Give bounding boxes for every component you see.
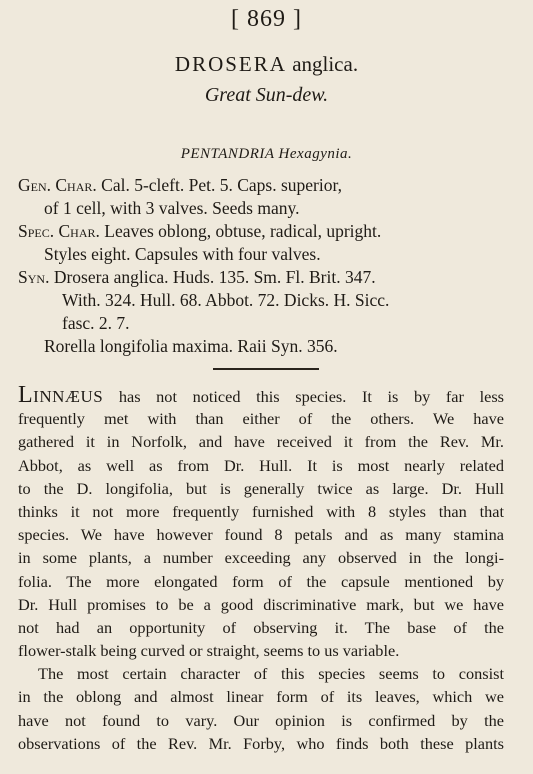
characters-block [18, 174, 523, 358]
genus-name: DROSERA [174, 52, 287, 76]
body-line: in some plants, a number exceeding any observed in the longi- [18, 548, 504, 568]
syn-text-2: With. 324. Hull. 68. Abbot. 72. Dicks. H. Sicc. [62, 290, 390, 310]
body-line: folia. The more elongated form of the capsule mentioned by [18, 571, 504, 591]
body-line: not had an opportunity of observing it. The base of the [18, 617, 504, 637]
syn-text-1: Drosera anglica. Huds. 135. Sm. Fl. Brit. 347. [53, 267, 376, 287]
body-line: in the oblong and almost linear form of its leaves, which we [18, 687, 504, 707]
syn-text-4: Rorella longifolia maxima. Raii Syn. 356. [44, 336, 338, 356]
gen-char-text-2: of 1 cell, with 3 valves. Seeds many. [44, 198, 300, 218]
linnaean-class: PENTANDRIA Hexagynia. [180, 146, 353, 162]
synonym-line [18, 266, 523, 289]
body-line: have not found to vary. Our opinion is confirmed by the [18, 710, 504, 730]
spec-char-text-1: Leaves oblong, obtuse, radical, upright. [104, 221, 382, 241]
page-number: [ 869 ] [231, 6, 302, 32]
spec-char-label: Spec. Char. [18, 221, 100, 241]
body-line: Dr. Hull promises to be a good discriminative mark, but we have [18, 594, 504, 614]
syn-text-3: fasc. 2. 7. [62, 313, 130, 333]
species-name: anglica. [292, 52, 359, 76]
body-line: Linnæus has not noticed this species. It is by far less [18, 382, 504, 408]
spec-char-text-2: Styles eight. Capsules with four valves. [44, 244, 321, 264]
gen-char-text-1: Cal. 5-cleft. Pet. 5. Caps. superior, [101, 175, 343, 195]
gen-char-label: Gen. Char. [18, 175, 97, 195]
generic-character-line [18, 174, 523, 197]
body-line: gathered it in Norfolk, and have received it from the Rev. Mr. [18, 432, 504, 452]
body-line: thinks it not more frequently furnished with 8 styles than that [18, 501, 504, 521]
body-line: observations of the Rev. Mr. Forby, who finds both these plants [18, 733, 504, 753]
body-line: frequently met with than either of the others. We have [18, 409, 504, 429]
drop-cap: Linnæus [18, 382, 104, 408]
description-text [18, 384, 504, 755]
body-line: to the D. longifolia, but is generally twice as large. Dr. Hull [18, 478, 504, 498]
body-line: Abbot, as well as from Dr. Hull. It is most nearly related [18, 455, 504, 475]
body-line: species. We have however found 8 petals and as many stamina [18, 525, 504, 545]
common-name: Great Sun-dew. [204, 84, 329, 106]
syn-label: Syn. [18, 267, 50, 287]
body-line: flower-stalk being curved or straight, seems to us variable. [18, 641, 400, 661]
specific-character-line [18, 220, 523, 243]
section-divider [213, 368, 319, 370]
body-line: The most certain character of this species seems to consist [38, 664, 504, 684]
species-title [0, 52, 533, 77]
